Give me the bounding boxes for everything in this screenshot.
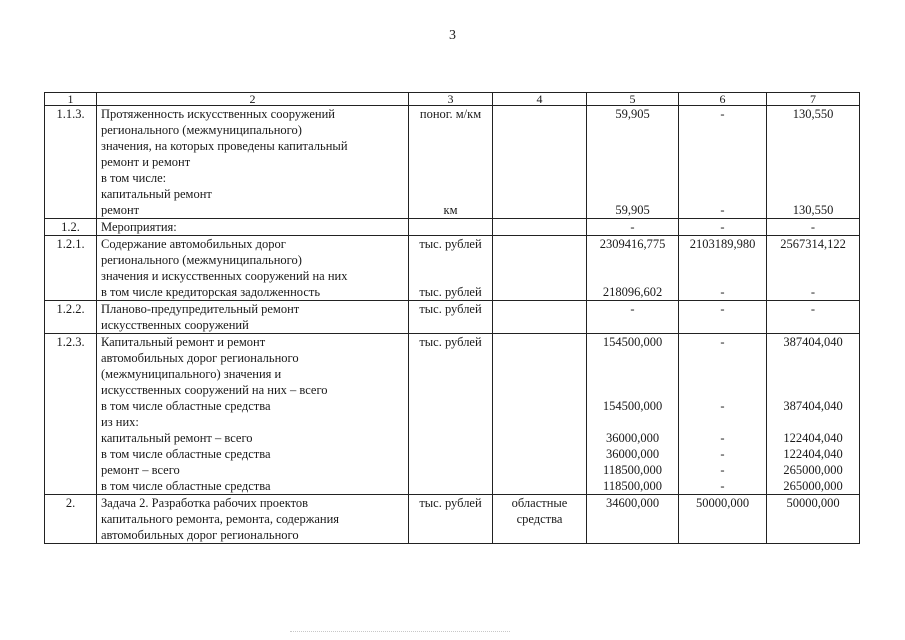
cell-value	[768, 414, 858, 430]
funding-source-cell: областные средства	[493, 495, 587, 544]
funding-source-cell	[493, 236, 587, 301]
cell-value: 218096,602	[602, 285, 663, 299]
cell-value	[410, 430, 491, 446]
item-text-line: (межмуниципального) значения и	[101, 367, 282, 381]
cell-value	[768, 252, 858, 268]
cell-value	[588, 252, 677, 268]
cell-value	[680, 350, 765, 366]
value-cell-c5	[587, 106, 679, 219]
cell-value: 2103189,980	[689, 237, 756, 251]
cell-value	[410, 478, 491, 494]
funding-source-cell	[493, 301, 587, 334]
table-row	[45, 301, 860, 334]
cell-value	[588, 511, 677, 527]
cell-value: -	[720, 463, 725, 477]
cell-value: 118500,000	[603, 479, 662, 493]
cell-value	[588, 154, 677, 170]
cell-value: 36000,000	[605, 431, 660, 445]
cell-value: тыс. рублей	[419, 302, 482, 316]
cell-value	[680, 366, 765, 382]
item-number: 1.2.	[45, 219, 97, 236]
header-cell: 4	[493, 93, 587, 106]
cell-value: -	[720, 220, 725, 234]
cell-value	[588, 317, 677, 333]
cell-value: 50000,000	[695, 496, 750, 510]
value-cell-c7	[767, 495, 860, 544]
value-cell-c5	[587, 495, 679, 544]
value-cell-c5	[587, 334, 679, 495]
cell-value: -	[720, 479, 725, 493]
item-number: 1.2.3.	[45, 334, 97, 495]
item-text-line: из них:	[101, 415, 139, 429]
value-cell-c6	[679, 301, 767, 334]
item-description	[97, 236, 409, 301]
cell-value: 387404,040	[783, 335, 843, 349]
cell-value: 59,905	[615, 203, 650, 217]
cell-value: 387404,040	[783, 399, 843, 413]
item-description	[97, 301, 409, 334]
item-text-line: Протяженность искусственных сооружений	[101, 107, 335, 121]
funding-source-cell	[493, 219, 587, 236]
cell-value	[768, 382, 858, 398]
table-row	[45, 236, 860, 301]
cell-value	[768, 511, 858, 527]
cell-value: -	[720, 431, 725, 445]
cell-value: -	[720, 447, 725, 461]
unit-cell	[409, 495, 493, 544]
table-row	[45, 495, 860, 544]
unit-cell	[409, 301, 493, 334]
cell-value: 265000,000	[783, 463, 843, 477]
cell-value	[410, 154, 491, 170]
cell-value	[680, 382, 765, 398]
item-text-line: автомобильных дорог регионального	[101, 351, 299, 365]
cell-value: 50000,000	[786, 496, 840, 510]
cell-value	[680, 414, 765, 430]
cell-value	[768, 527, 858, 543]
cell-value	[768, 138, 858, 154]
cell-value	[588, 366, 677, 382]
cell-value	[768, 154, 858, 170]
table-row	[45, 219, 860, 236]
item-text-line: в том числе областные средства	[101, 399, 271, 413]
cell-value: -	[720, 285, 725, 299]
item-description	[97, 334, 409, 495]
cell-value: поног. м/км	[419, 107, 482, 121]
cell-value: -	[630, 302, 635, 316]
unit-cell	[409, 236, 493, 301]
table-row	[45, 106, 860, 219]
cell-value	[768, 366, 858, 382]
cell-value	[588, 382, 677, 398]
cell-value: 154500,000	[602, 399, 663, 413]
cell-value	[410, 268, 491, 284]
item-text-line: значения, на которых проведены капитальный	[101, 139, 348, 153]
item-number: 1.2.1.	[45, 236, 97, 301]
cell-value	[410, 122, 491, 138]
value-cell-c5	[587, 236, 679, 301]
item-description	[97, 106, 409, 219]
item-text-line: в том числе:	[101, 171, 167, 185]
item-text-line: в том числе областные средства	[101, 479, 271, 493]
cell-value	[410, 138, 491, 154]
unit-cell	[409, 334, 493, 495]
cell-value	[410, 366, 491, 382]
item-text-line: Мероприятия:	[101, 220, 177, 234]
item-text-line: Капитальный ремонт и ремонт	[101, 335, 266, 349]
cell-value: -	[810, 220, 816, 234]
cell-value	[588, 186, 677, 202]
cell-value	[680, 252, 765, 268]
item-text-line: регионального (межмуниципального)	[101, 123, 302, 137]
cell-value	[410, 511, 491, 527]
cell-value: 130,550	[792, 107, 834, 121]
unit-cell	[409, 106, 493, 219]
cell-value: тыс. рублей	[419, 496, 482, 510]
cell-value	[410, 170, 491, 186]
cell-value: 122404,040	[783, 431, 843, 445]
cell-value: 122404,040	[783, 447, 843, 461]
cell-value	[410, 186, 491, 202]
item-text-line: автомобильных дорог регионального	[101, 528, 299, 542]
cell-value: 2567314,122	[780, 237, 846, 251]
unit-cell	[409, 219, 493, 236]
cell-value	[588, 268, 677, 284]
cell-value: 59,905	[615, 107, 650, 121]
cell-value	[768, 122, 858, 138]
item-text-line: искусственных сооружений	[101, 318, 249, 332]
value-cell-c6	[679, 495, 767, 544]
cell-value	[588, 138, 677, 154]
cell-value	[680, 317, 765, 333]
item-text-line: ремонт	[101, 203, 140, 217]
cell-value	[680, 138, 765, 154]
cell-value: 36000,000	[605, 447, 660, 461]
header-cell: 7	[767, 93, 860, 106]
item-text-line: регионального (межмуниципального)	[101, 253, 302, 267]
cell-value: -	[630, 220, 635, 234]
cell-value: 154500,000	[602, 335, 663, 349]
cell-value	[680, 527, 765, 543]
cell-value	[680, 511, 765, 527]
cell-value	[410, 398, 491, 414]
cell-value	[410, 462, 491, 478]
cell-value	[410, 414, 491, 430]
item-text-line: искусственных сооружений на них – всего	[101, 383, 328, 397]
funding-source-cell	[493, 334, 587, 495]
value-cell-c6	[679, 219, 767, 236]
header-row	[45, 93, 860, 106]
cell-value: 2309416,775	[599, 237, 666, 251]
cell-value: 265000,000	[783, 479, 843, 493]
value-cell-c7	[767, 334, 860, 495]
cell-value	[768, 350, 858, 366]
cell-value	[588, 527, 677, 543]
value-cell-c5	[587, 219, 679, 236]
cell-value: км	[443, 203, 458, 217]
item-description	[97, 219, 409, 236]
item-number: 1.1.3.	[45, 106, 97, 219]
cell-value: -	[810, 302, 816, 316]
item-text-line: капитальный ремонт – всего	[101, 431, 253, 445]
value-cell-c5	[587, 301, 679, 334]
page-number: 3	[449, 28, 456, 43]
cell-value	[768, 186, 858, 202]
value-cell-c6	[679, 106, 767, 219]
value-cell-c6	[679, 334, 767, 495]
header-cell: 5	[587, 93, 679, 106]
scan-artifact-line	[290, 631, 510, 633]
cell-value: 118500,000	[603, 463, 662, 477]
value-cell-c7	[767, 236, 860, 301]
document-table	[44, 92, 860, 544]
item-text-line: ремонт и ремонт	[101, 155, 191, 169]
cell-value: 130,550	[792, 203, 834, 217]
header-cell: 2	[97, 93, 409, 106]
cell-value	[680, 154, 765, 170]
cell-value: -	[720, 107, 725, 121]
item-text-line: Задача 2. Разработка рабочих проектов	[101, 496, 309, 510]
cell-value	[588, 350, 677, 366]
cell-value: -	[720, 302, 725, 316]
item-text-line: в том числе областные средства	[101, 447, 271, 461]
cell-value	[680, 170, 765, 186]
cell-value	[410, 317, 491, 333]
cell-value	[768, 317, 858, 333]
cell-value: -	[720, 335, 725, 349]
item-text-line: ремонт – всего	[101, 463, 180, 477]
cell-value	[410, 219, 491, 235]
item-text-line: капитальный ремонт	[101, 187, 212, 201]
cell-value	[410, 382, 491, 398]
cell-value	[680, 186, 765, 202]
cell-value: 34600,000	[605, 496, 660, 510]
cell-value: -	[810, 285, 816, 299]
cell-value: тыс. рублей	[419, 335, 482, 349]
cell-value: тыс. рублей	[419, 237, 482, 251]
item-text-line: Планово-предупредительный ремонт	[101, 302, 300, 316]
cell-value: тыс. рублей	[419, 285, 482, 299]
value-cell-c7	[767, 219, 860, 236]
value-cell-c7	[767, 301, 860, 334]
cell-value	[588, 122, 677, 138]
cell-value	[680, 122, 765, 138]
cell-value	[588, 170, 677, 186]
header-cell: 3	[409, 93, 493, 106]
funding-source-cell	[493, 106, 587, 219]
cell-value: -	[720, 399, 725, 413]
cell-value	[410, 446, 491, 462]
cell-value	[680, 268, 765, 284]
item-description	[97, 495, 409, 544]
cell-value: -	[720, 203, 725, 217]
item-text-line: значения и искусственных сооружений на них	[101, 269, 348, 283]
item-text-line: в том числе кредиторская задолженность	[101, 285, 321, 299]
cell-value	[410, 252, 491, 268]
value-cell-c6	[679, 236, 767, 301]
item-text-line: Содержание автомобильных дорог	[101, 237, 286, 251]
cell-value	[410, 527, 491, 543]
header-cell: 1	[45, 93, 97, 106]
header-cell: 6	[679, 93, 767, 106]
item-number: 2.	[45, 495, 97, 544]
item-number: 1.2.2.	[45, 301, 97, 334]
item-text-line: капитального ремонта, ремонта, содержания	[101, 512, 340, 526]
cell-value	[410, 350, 491, 366]
cell-value	[768, 268, 858, 284]
cell-value	[588, 414, 677, 430]
table-row	[45, 334, 860, 495]
value-cell-c7	[767, 106, 860, 219]
cell-value	[768, 170, 858, 186]
